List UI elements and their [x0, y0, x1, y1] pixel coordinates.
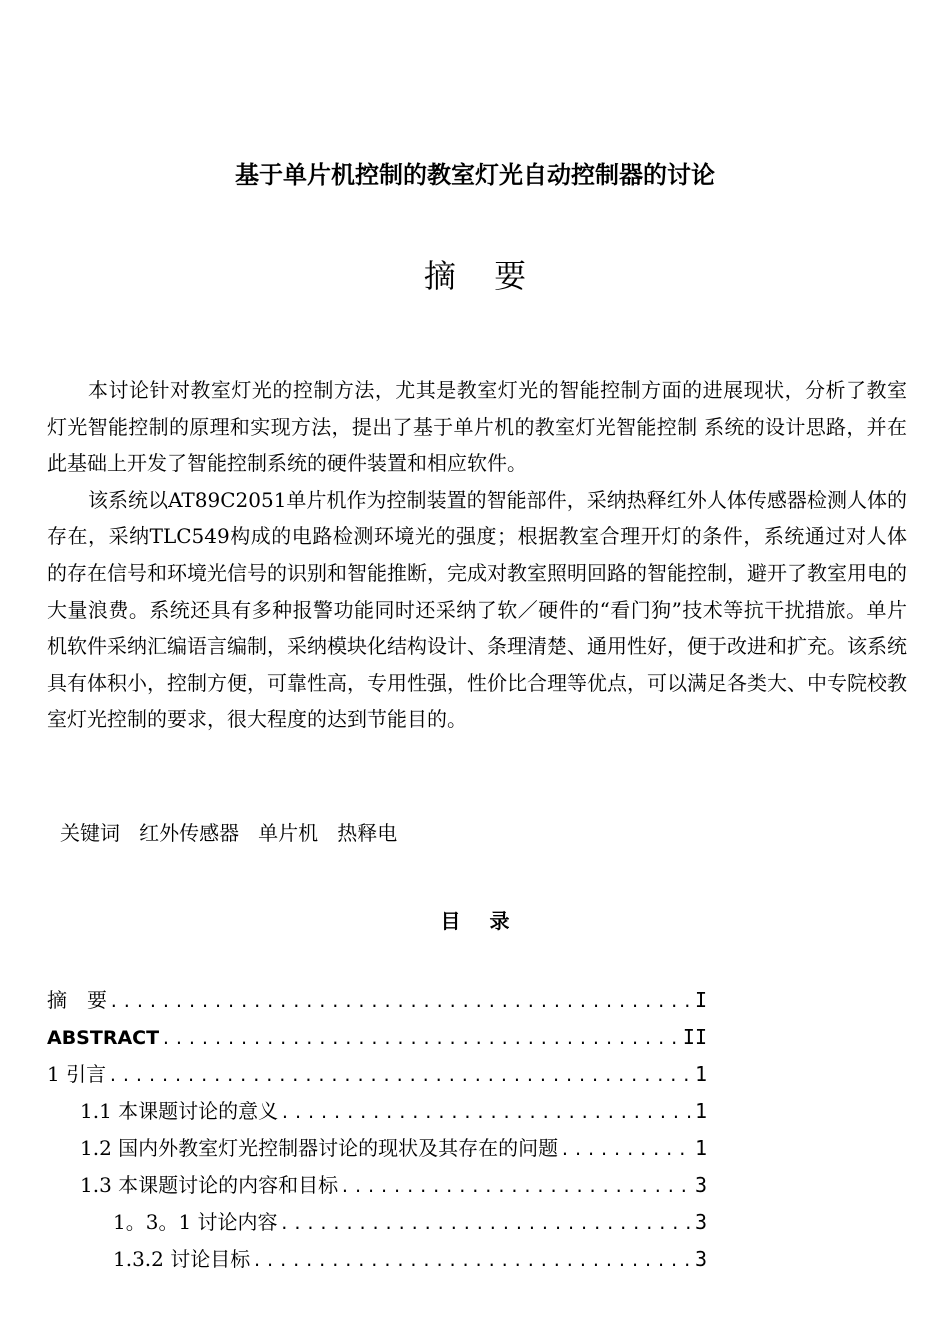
abstract-paragraph-1: 本讨论针对教室灯光的控制方法，尤其是教室灯光的智能控制方面的进展现状，分析了教室灯光智能控制的原理和实现方法，提出了基于单片机的教室灯光智能控制 系统的设计思路，并在此基础上开发了智能控制系统的硬件装置和相应软件。 [47, 378, 907, 476]
toc-entry-label: 摘 要 [47, 988, 107, 1012]
toc-entry-1-3[interactable] [80, 1167, 707, 1203]
toc-entry-page: 1 [694, 1062, 707, 1086]
toc-entry-abstract-en[interactable] [47, 1019, 707, 1055]
toc-leader-dots [280, 1095, 693, 1129]
abstract-body [47, 372, 907, 738]
toc-entry-1-1[interactable] [80, 1093, 707, 1129]
toc-leader-dots [252, 1243, 693, 1277]
toc-leader-dots [340, 1169, 693, 1203]
toc-entry-page: 3 [694, 1210, 707, 1234]
toc-leader-dots [108, 1058, 693, 1092]
toc-entry-page: 3 [694, 1247, 707, 1271]
toc-entry-label: 1.3 本课题讨论的内容和目标 [80, 1173, 339, 1197]
keywords-line: 关键词 红外传感器 单片机 热释电 [60, 821, 398, 845]
toc-entry-page: I [694, 988, 707, 1012]
toc-entry-label: 1.1 本课题讨论的意义 [80, 1099, 279, 1123]
toc-leader-dots [109, 984, 693, 1018]
toc-entry-label: ABSTRACT [47, 1027, 160, 1049]
toc-entry-page: 1 [694, 1136, 707, 1160]
toc-entry-1-2[interactable] [80, 1130, 707, 1166]
toc-entry-page: 1 [694, 1099, 707, 1123]
toc-entry-abstract-cn[interactable] [47, 982, 707, 1018]
toc-entry-label: 1.2 国内外教室灯光控制器讨论的现状及其存在的问题 [80, 1136, 559, 1160]
toc-entry-1-3-1[interactable] [113, 1204, 707, 1240]
toc-leader-dots [161, 1021, 681, 1055]
toc-entry-page: II [682, 1025, 707, 1049]
toc-entry-page: 3 [694, 1173, 707, 1197]
document-title: 基于单片机控制的教室灯光自动控制器的讨论 [235, 161, 715, 189]
toc-leader-dots [280, 1206, 693, 1240]
toc-entry-label: 1.3.2 讨论目标 [113, 1247, 251, 1271]
abstract-paragraph-2: 该系统以AT89C2051单片机作为控制装置的智能部件，采纳热释红外人体传感器检测人体的存在，采纳TLC549构成的电路检测环境光的强度；根据教室合理开灯的条件，系统通过对人体的存在信号和环境光信号的识别和智能推断，完成对教室照明回路的智能控制，避开了教室用电的大量浪费。系统还具有多种报警功能同时还采纳了软／硬件的“看门狗”技术等抗干扰措旅。单片机软件采纳汇编语言编制，采纳模块化结构设计、条理清楚、通用性好，便于改进和扩充。该系统具有体积小，控制方便，可靠性高，专用性强，性价比合理等优点，可以满足各类大、中专院校教室灯光控制的要求，很大程度的达到节能目的。 [47, 487, 907, 732]
abstract-heading: 摘 要 [423, 257, 527, 295]
toc-heading: 目 录 [440, 909, 510, 933]
toc-entry-1-3-2[interactable] [113, 1241, 707, 1277]
toc-entry-1[interactable] [47, 1056, 707, 1092]
toc-leader-dots [560, 1132, 693, 1166]
toc-entry-label: 1 引言 [47, 1062, 107, 1086]
toc-entry-label: 1。3。1 讨论内容 [113, 1210, 278, 1234]
